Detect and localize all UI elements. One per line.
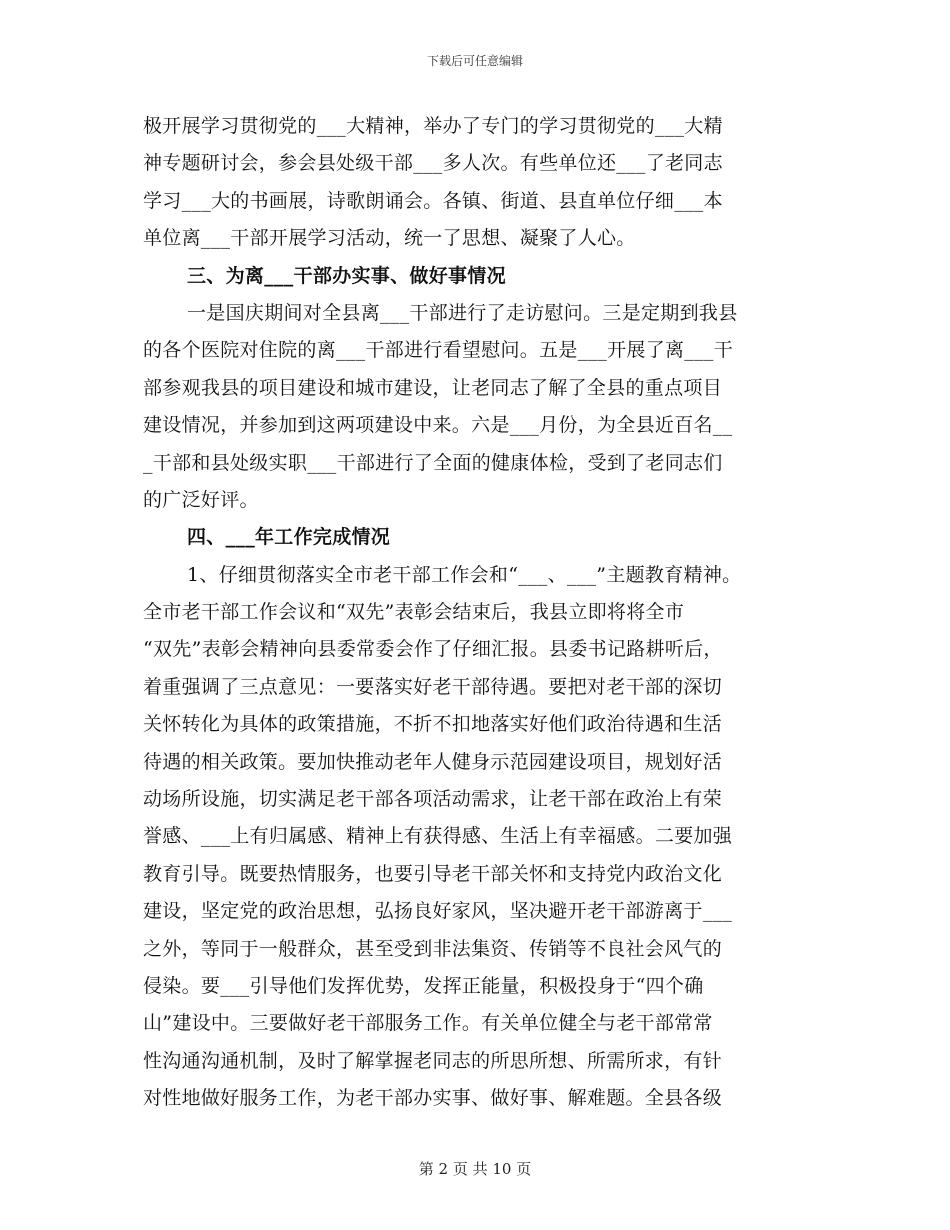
body-line: 的广泛好评。 <box>143 488 259 511</box>
body-line: 山”建设中。三要做好老干部服务工作。有关单位健全与老干部常常 <box>143 1012 713 1035</box>
body-line: 建设，坚定党的政治思想，弘扬良好家风，坚决避开老干部游离于___ <box>143 900 733 923</box>
body-line: 关怀转化为具体的政策措施，不折不扣地落实好他们政治待遇和生活 <box>143 713 723 736</box>
body-line: 着重强调了三点意见：一要落实好老干部待遇。要把对老干部的深切 <box>143 675 723 698</box>
section-heading-4: 四、___年工作完成情况 <box>187 526 391 549</box>
body-line: 之外，等同于一般群众，甚至受到非法集资、传销等不良社会风气的 <box>143 937 723 960</box>
body-line: 教育引导。既要热情服务，也要引导老干部关怀和支持党内政治文化 <box>143 862 723 885</box>
body-line: 誉感、___上有归属感、精神上有获得感、生活上有幸福感。二要加强 <box>143 825 733 848</box>
page-number-footer: 第 2 页 共 10 页 <box>418 1160 532 1178</box>
body-line: 对性地做好服务工作，为老干部办实事、做好事、解难题。全县各级 <box>143 1087 723 1110</box>
body-line: 单位离___干部开展学习活动，统一了思想、凝聚了人心。 <box>143 227 636 250</box>
body-line: 建设情况，并参加到这两项建设中来。六是___月份，为全县近百名__ <box>143 414 733 437</box>
body-line: 侵染。要___引导他们发挥优势，发挥正能量，积极投身于“四个确 <box>143 974 704 997</box>
body-line: 极开展学习贯彻党的___大精神，举办了专门的学习贯彻党的___大精 <box>143 115 723 137</box>
body-line: “双先”表彰会精神向县委常委会作了仔细汇报。县委书记路耕听后， <box>143 638 723 661</box>
body-line: 1、仔细贯彻落实全市老干部工作会和“___、___”主题教育精神。 <box>187 563 742 586</box>
body-line: 性沟通沟通机制，及时了解掌握老同志的所思所想、所需所求，有针 <box>143 1049 723 1072</box>
body-line: 学习___大的书画展，诗歌朗诵会。各镇、街道、县直单位仔细___本 <box>143 189 723 212</box>
body-line: 一是国庆期间对全县离___干部进行了走访慰问。三是定期到我县 <box>187 301 738 324</box>
body-line: 全市老干部工作会议和“双先”表彰会结束后，我县立即将将全市 <box>143 601 685 624</box>
body-line: 部参观我县的项目建设和城市建设，让老同志了解了全县的重点项目 <box>143 376 723 399</box>
document-body <box>143 108 823 1118</box>
section-heading-3: 三、为离___干部办实事、做好事情况 <box>187 264 506 287</box>
body-line: 动场所设施，切实满足老干部各项活动需求，让老干部在政治上有荣 <box>143 788 723 811</box>
body-line: 待遇的相关政策。要加快推动老年人健身示范园建设项目，规划好活 <box>143 750 723 773</box>
body-line: _干部和县处级实职___干部进行了全面的健康体检，受到了老同志们 <box>143 451 723 474</box>
page-header-note: 下载后可任意编辑 <box>426 54 523 68</box>
body-line: 的各个医院对住院的离___干部进行看望慰问。五是___开展了离___干 <box>143 339 734 362</box>
body-line: 神专题研讨会，参会县处级干部___多人次。有些单位还___了老同志 <box>143 152 723 175</box>
